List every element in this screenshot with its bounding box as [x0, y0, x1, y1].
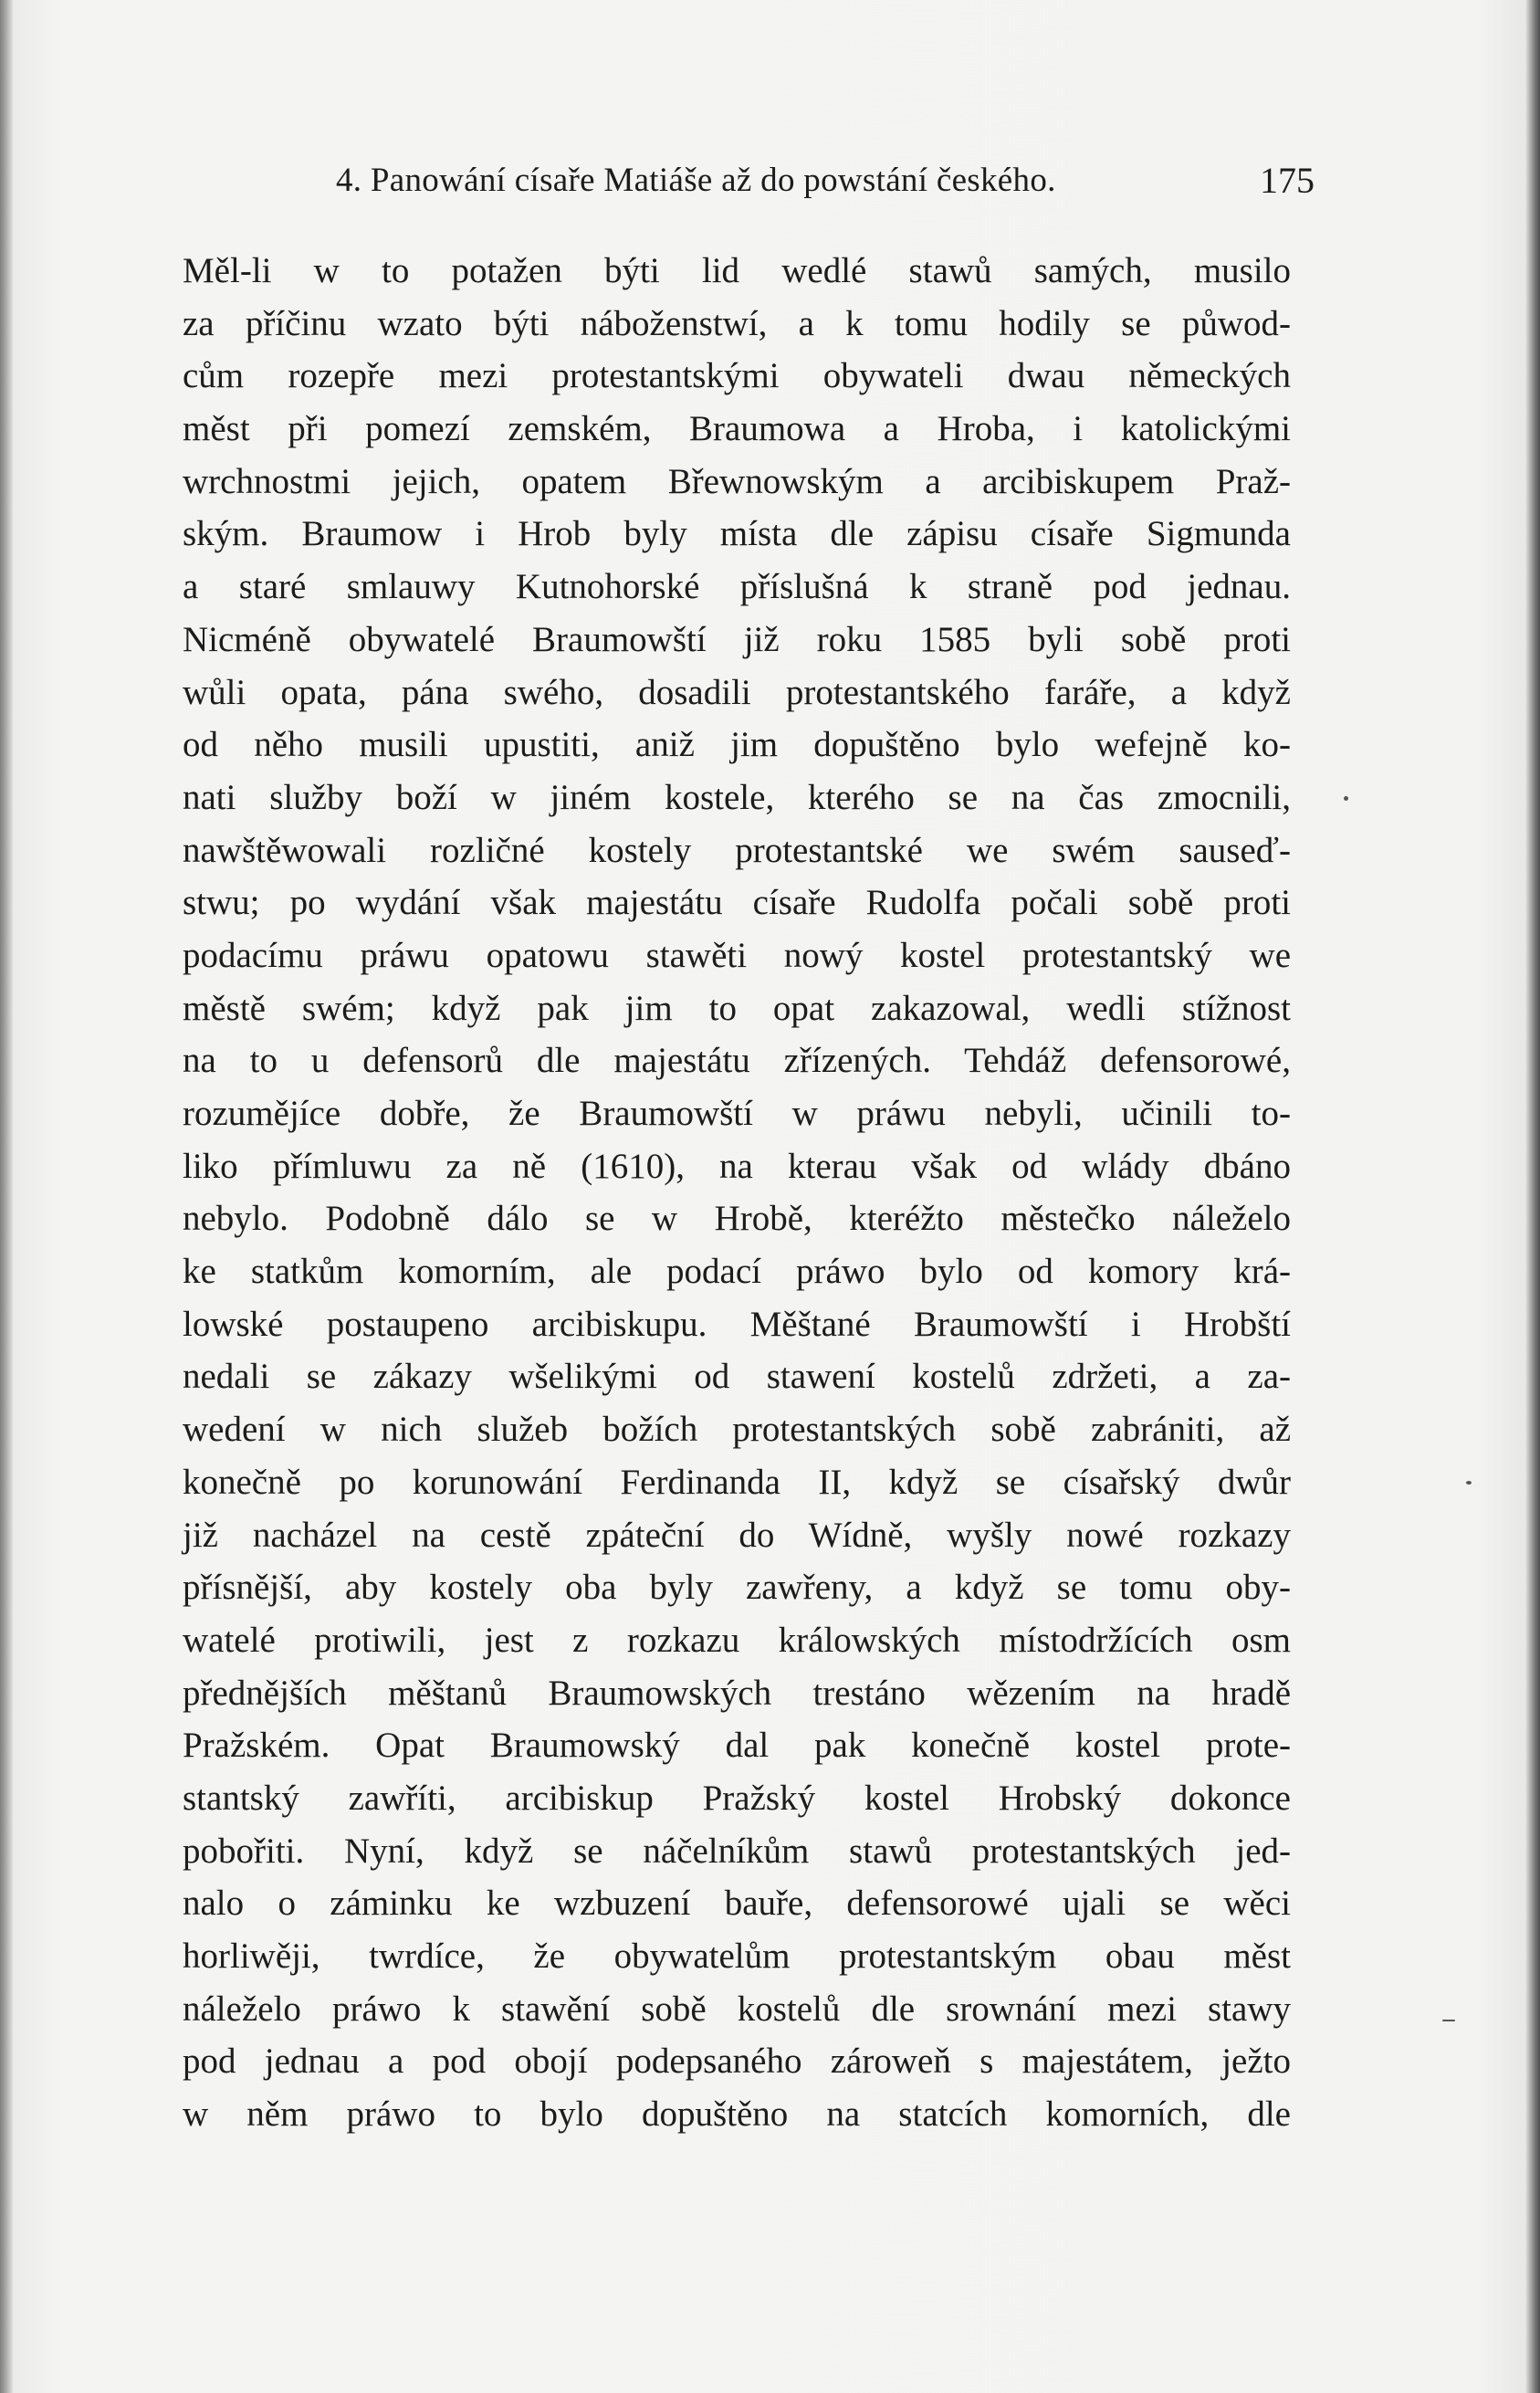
text-line: Nicméně obywatelé Braumowští již roku 1585 byli sobě proti	[183, 619, 1291, 659]
text-line: a staré smlauwy Kutnohorské příslušná k straně pod jednau.	[183, 567, 1291, 607]
scan-speck	[1344, 796, 1348, 801]
scan-speck	[1442, 2020, 1455, 2021]
text-line: ke statkům komorním, ale podací práwo bylo od komory krá-	[183, 1252, 1291, 1292]
text-line: watelé protiwili, jest z rozkazu králowských místodržících osm	[183, 1620, 1291, 1660]
text-line: pobořiti. Nyní, když se náčelníkům stawů protestantských jed-	[183, 1831, 1291, 1871]
text-line: od něho musili upustiti, aniž jim dopuštěno bylo wefejně ko-	[183, 725, 1291, 765]
text-line: cům rozepře mezi protestantskými obywateli dwau německých	[183, 356, 1291, 396]
text-line: ským. Braumow i Hrob byly místa dle zápisu císaře Sigmunda	[183, 514, 1291, 554]
text-line: stantský zawříti, arcibiskup Pražský kostel Hrobský dokonce	[183, 1778, 1291, 1818]
text-line: nebylo. Podobně dálo se w Hrobě, kteréžto městečko náleželo	[183, 1199, 1291, 1239]
text-line: w něm práwo to bylo dopuštěno na statcích komorních, dle	[183, 2094, 1291, 2135]
text-line: nalo o záminku ke wzbuzení bauře, defensorowé ujali se wěci	[183, 1884, 1291, 1924]
text-line: pod jednau a pod obojí podepsaného zároweň s majestátem, ježto	[183, 2041, 1291, 2082]
text-line: na to u defensorů dle majestátu zřízených. Tehdáž defensorowé,	[183, 1041, 1291, 1081]
text-line: přednějších měštanů Braumowských trestáno wězením na hradě	[183, 1673, 1291, 1713]
text-line: wůli opata, pána swého, dosadili protestantského faráře, a když	[183, 672, 1291, 712]
text-line: stwu; po wydání však majestátu císaře Rudolfa počali sobě proti	[183, 883, 1291, 923]
text-line: náleželo práwo k stawění sobě kostelů dle srownání mezi stawy	[183, 1989, 1291, 2029]
text-line: měst při pomezí zemském, Braumowa a Hroba, i katolickými	[183, 409, 1291, 449]
text-line: liko přímluwu za ně (1610), na kterau však od wlády dbáno	[183, 1146, 1291, 1186]
text-line: nati služby boží w jiném kostele, kterého se na čas zmocnili,	[183, 777, 1291, 817]
text-line: wedení w nich služeb božích protestantských sobě zabrániti, až	[183, 1410, 1291, 1450]
text-line: za příčinu wzato býti náboženstwí, a k tomu hodily se půwod-	[183, 303, 1291, 343]
text-line: horliwěji, twrdíce, že obywatelům protestantským obau měst	[183, 1936, 1291, 1976]
text-line: Měl-li w to potažen býti lid wedlé stawů samých, musilo	[183, 251, 1291, 290]
text-line: wrchnostmi jejich, opatem Břewnowským a arcibiskupem Praž-	[183, 461, 1291, 501]
text-line: městě swém; když pak jim to opat zakazowal, wedli stížnost	[183, 988, 1291, 1028]
text-line: rozumějíce dobře, že Braumowští w práwu nebyli, učinili to-	[183, 1094, 1291, 1133]
body-text	[183, 245, 1291, 2141]
scan-speck	[1466, 1481, 1472, 1485]
text-line: nawštěwowali rozličné kostely protestantské we swém sauseď-	[183, 830, 1291, 870]
text-line: již nacházel na cestě zpáteční do Wídně, wyšly nowé rozkazy	[183, 1515, 1291, 1555]
text-line: přísnější, aby kostely oba byly zawřeny, a když se tomu oby-	[183, 1568, 1291, 1608]
text-line: nedali se zákazy wšelikými od stawení kostelů zdržeti, a za-	[183, 1357, 1291, 1397]
text-line: podacímu práwu opatowu stawěti nowý kostel protestantský we	[183, 935, 1291, 975]
text-line: lowské postaupeno arcibiskupu. Měštané Braumowští i Hrobští	[183, 1304, 1291, 1344]
scan-left-edge	[0, 0, 13, 2393]
text-line: Pražském. Opat Braumowský dal pak konečně kostel prote-	[183, 1726, 1291, 1766]
page-number: 175	[1260, 160, 1315, 201]
running-title: 4. Panowání císaře Matiáše až do powstání českého.	[336, 162, 1056, 199]
page-header	[336, 155, 1315, 210]
scan-right-edge	[1525, 0, 1540, 2393]
text-line: konečně po korunowání Ferdinanda II, když se císařský dwůr	[183, 1462, 1291, 1502]
